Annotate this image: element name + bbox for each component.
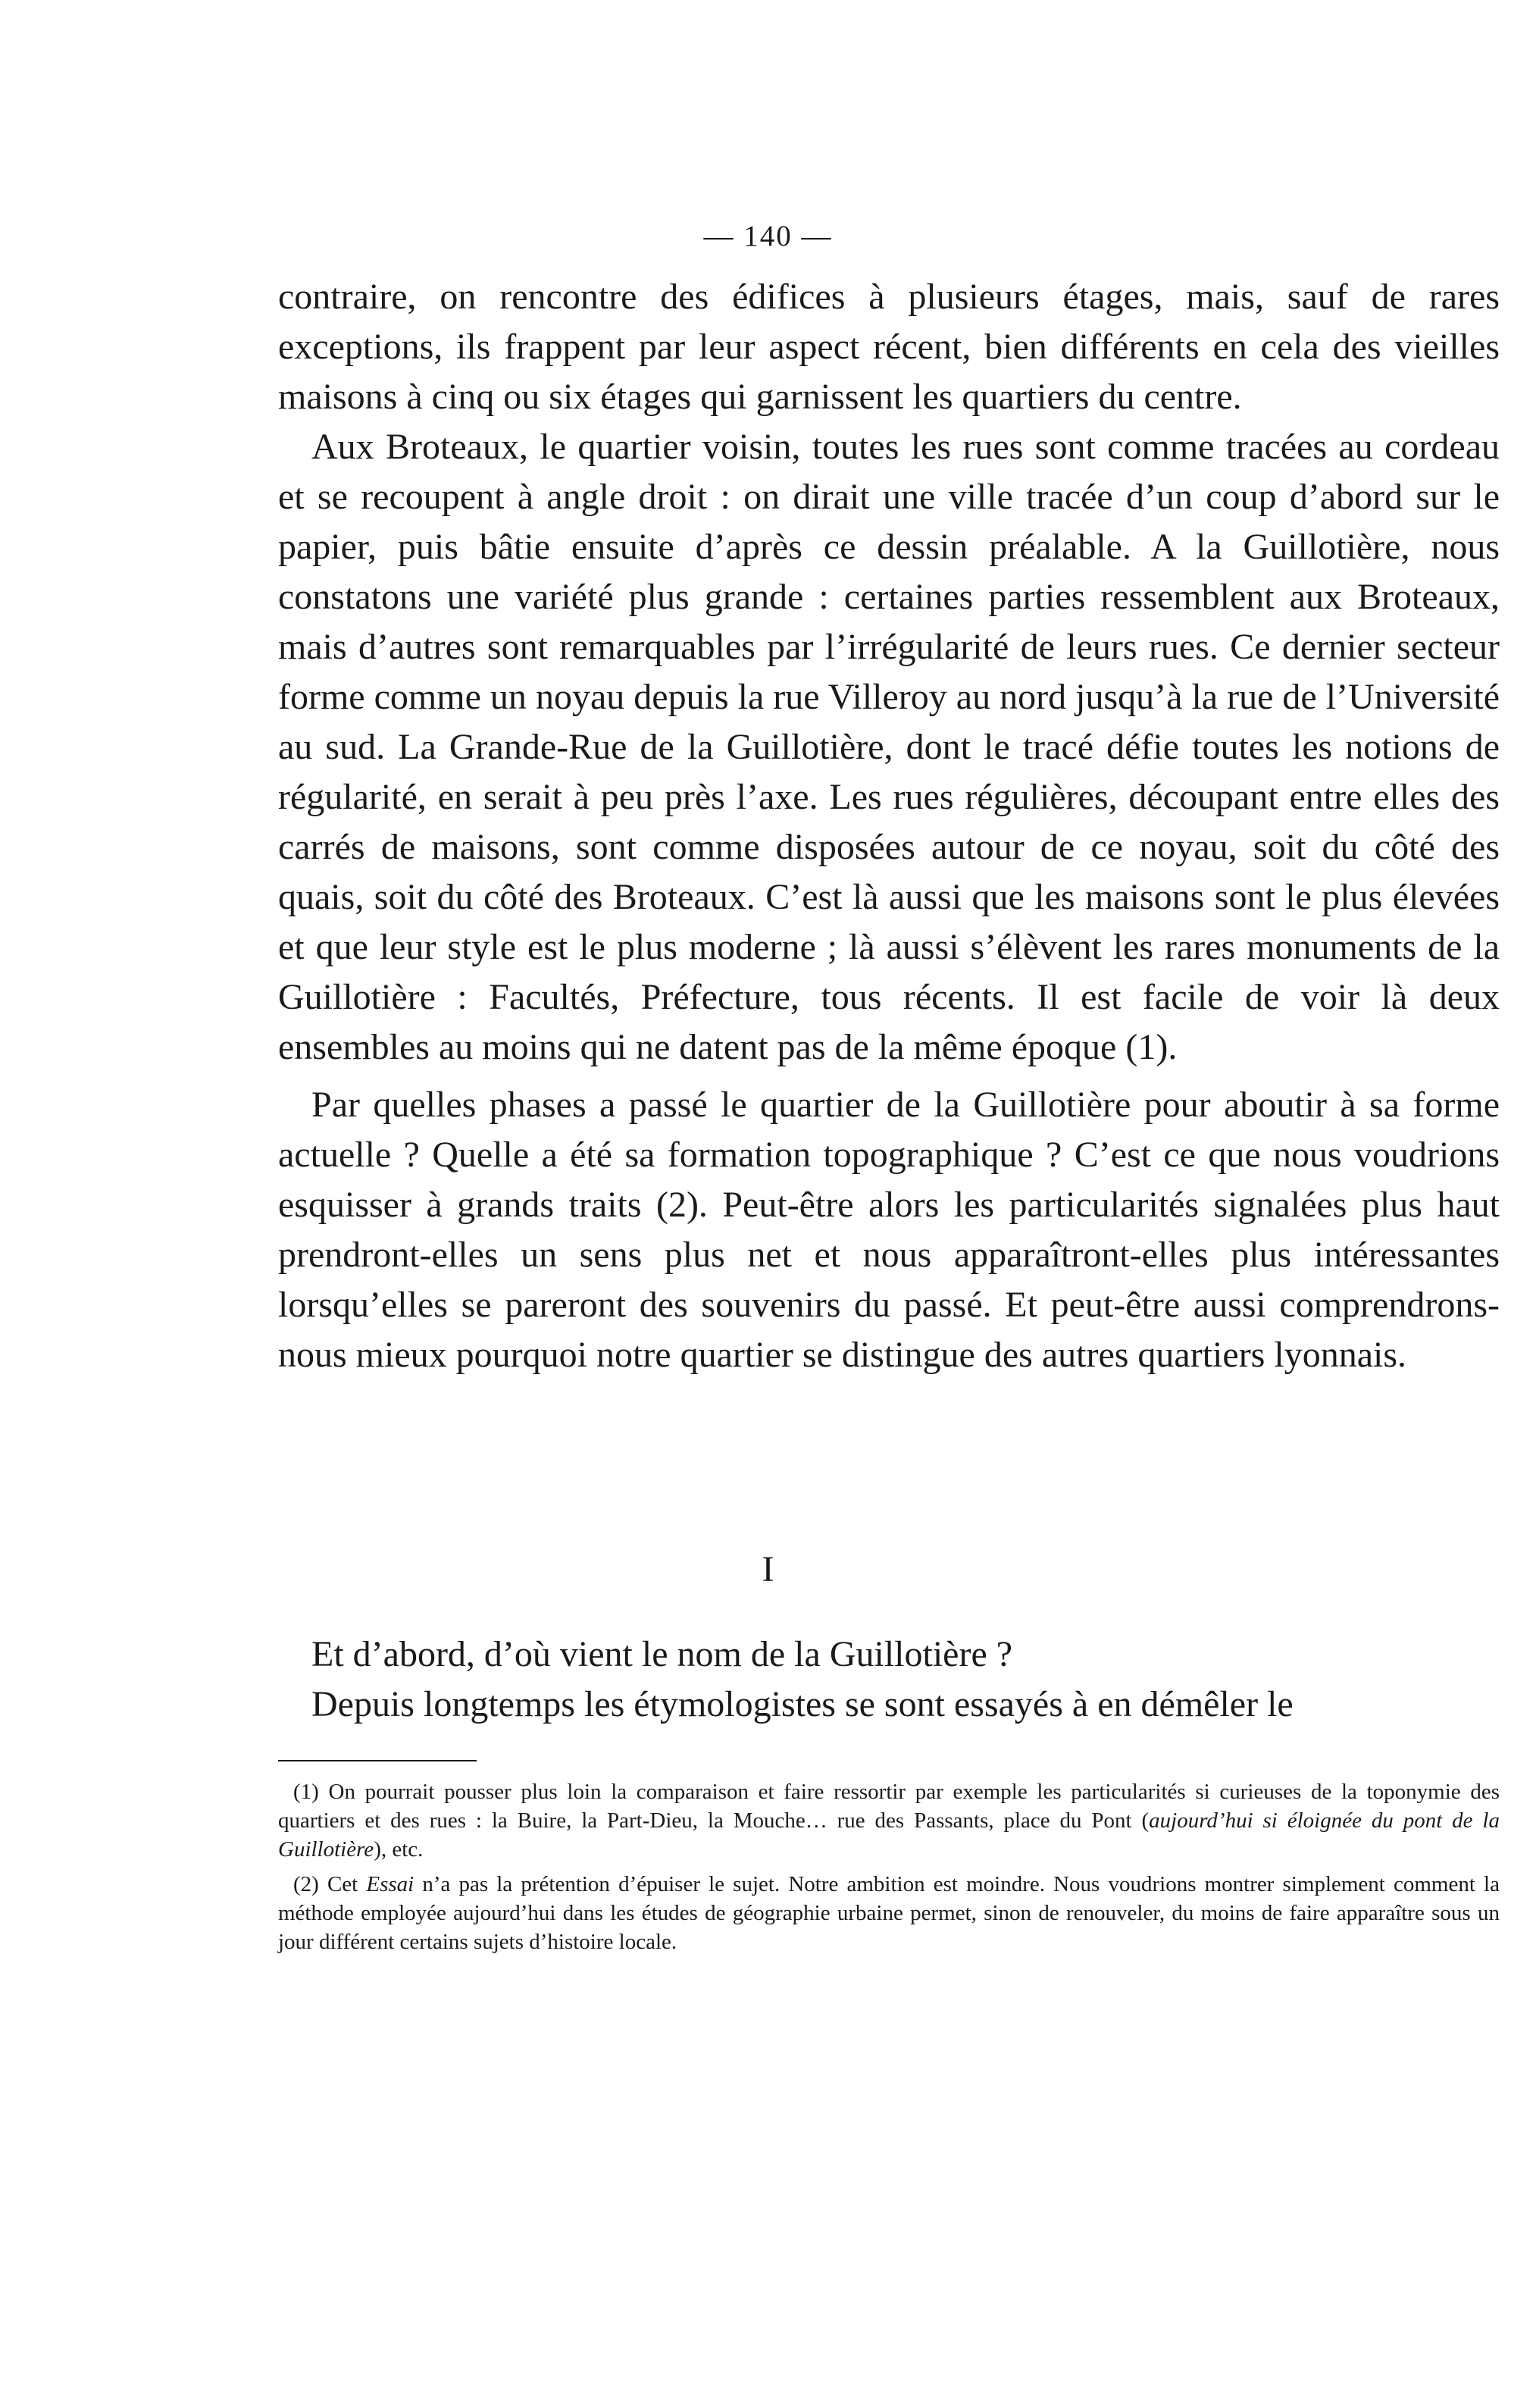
- page-number: — 140 —: [703, 220, 833, 252]
- section-heading: I: [762, 1549, 774, 1589]
- footnote-2-italic: Essai: [366, 1872, 415, 1896]
- paragraph-phases: Par quelles phases a passé le quartier de la Guillotière pour aboutir à sa forme actuelle ? Quelle a été sa formation topographique ? C’est ce que nous voudrions esquisser à grands traits (2). Peut-être alors les particularités signalées plus haut prendront-elles un sens plus net et nous apparaîtront-elles plus intéressantes lorsqu’elles se pareront des souvenirs du passé. Et peut-être aussi comprendrons-nous mieux pourquoi notre quartier se distingue des autres quartiers lyonnais.: [278, 1085, 1500, 1375]
- paragraph-continuation: contraire, on rencontre des édifices à plusieurs étages, mais, sauf de rares exceptions, ils frappent par leur aspect récent, bien différents en cela des vieilles maisons à cinq ou six étages qui garnissent les quartiers du centre.: [278, 277, 1500, 417]
- section-paragraph-etymology: Depuis longtemps les étymologistes se sont essayés à en démêler le: [311, 1684, 1294, 1724]
- footnotes: [278, 1777, 1500, 1962]
- footnote-2: [278, 1870, 1500, 1956]
- footnote-separator: [278, 1760, 477, 1761]
- footnote-1: [278, 1777, 1500, 1864]
- footnote-1-end: ), etc.: [374, 1837, 424, 1862]
- footnote-2-rest: n’a pas la prétention d’épuiser le sujet. Notre ambition est moindre. Nous voudrions montrer simplement comment la méthode employée aujourd’hui dans les études de géographie urbaine permet, sinon de renouveler, du moins de faire apparaître sous un jour différent certains sujets d’histoire locale.: [278, 1872, 1500, 1954]
- footnote-1-text: (1) On pourrait pousser plus loin la comparaison et faire ressortir par exemple les particularités si curieuses de la toponymie des quartiers et des rues : la Buire, la Part-Dieu, la Mouche… rue des Passants, place du Pont (: [278, 1780, 1500, 1833]
- paragraph-broteaux: Aux Broteaux, le quartier voisin, toutes les rues sont comme tracées au cordeau et se recoupent à angle droit : on dirait une ville tracée d’un coup d’abord sur le papier, puis bâtie ensuite d’après ce dessin préalable. A la Guillotière, nous constatons une variété plus grande : certaines parties ressemblent aux Broteaux, mais d’autres sont remarquables par l’irrégularité de leurs rues. Ce dernier secteur forme comme un noyau depuis la rue Villeroy au nord jusqu’à la rue de l’Université au sud. La Grande-Rue de la Guillotière, dont le tracé défie toutes les notions de régularité, en serait à peu près l’axe. Les rues régulières, découpant entre elles des carrés de maisons, sont comme disposées autour de ce noyau, soit du côté des quais, soit du côté des Broteaux. C’est là aussi que les maisons sont le plus élevées et que leur style est le plus moderne ; là aussi s’élèvent les rares monuments de la Guillotière : Facultés, Préfecture, tous récents. Il est facile de voir là deux ensembles au moins qui ne datent pas de la même époque (1).: [278, 427, 1500, 1067]
- footnote-1-italic: aujourd’hui si éloignée du pont de la Guillotière: [278, 1808, 1500, 1862]
- footnote-2-start: (2) Cet: [293, 1872, 367, 1896]
- section-paragraph-question: Et d’abord, d’où vient le nom de la Guillotière ?: [311, 1634, 1013, 1674]
- body-text: [278, 272, 1500, 1380]
- section-text: [278, 1630, 1500, 1730]
